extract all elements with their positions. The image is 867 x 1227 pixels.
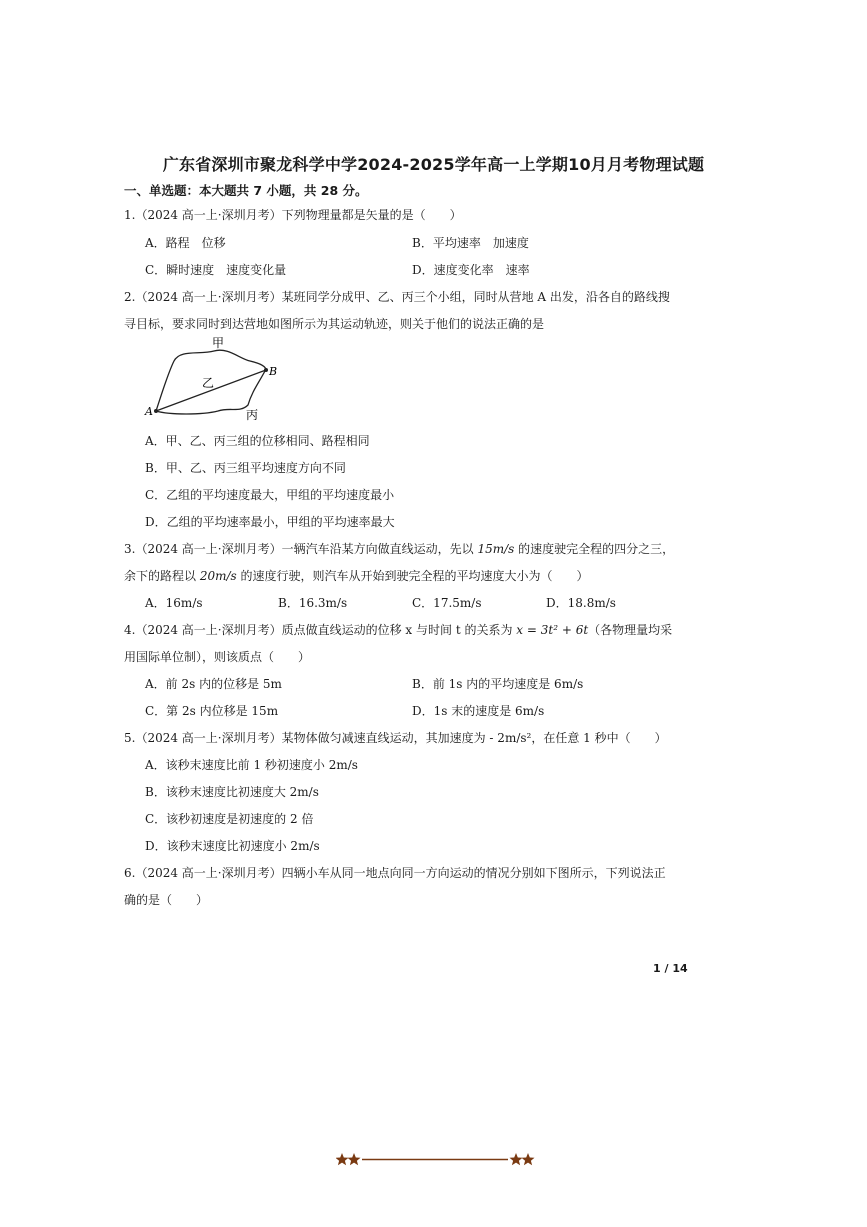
star-icon (522, 1153, 535, 1165)
q2-option-d: D．乙组的平均速率最小，甲组的平均速率最大 (145, 515, 395, 529)
label-yi: 乙 (202, 376, 215, 390)
q1-option-d: D．速度变化率 速率 (412, 263, 530, 277)
q3-option-d: D．18.8m/s (546, 596, 616, 610)
exam-title: 广东省深圳市聚龙科学中学2024-2025学年高一上学期10月月考物理试题 (162, 155, 705, 174)
q4-option-b: B．前 1s 内的平均速度是 6m/s (412, 677, 584, 691)
q2-option-c: C．乙组的平均速度最大，甲组的平均速度最小 (145, 488, 395, 502)
question-3-stem-line1 (124, 540, 674, 557)
q5-option-c: C．该秒初速度是初速度的 2 倍 (145, 812, 314, 826)
q1-option-a: A．路程 位移 (145, 236, 226, 250)
q3-stem-part: 的速度行驶，则汽车从开始到驶完全程的平均速度大小为（ ） (236, 569, 589, 583)
question-3-stem-line2 (124, 567, 589, 584)
q5-option-a: A．该秒末速度比前 1 秒初速度小 2m/s (145, 758, 358, 772)
q1-option-b: B．平均速率 加速度 (412, 236, 529, 250)
q3-option-b: B．16.3m/s (278, 596, 348, 610)
star-icon-group-left (336, 1153, 361, 1165)
q5-option-d: D．该秒末速度比初速度小 2m/s (145, 839, 320, 853)
section-heading: 一、单选题：本大题共 7 小题，共 28 分。 (124, 183, 368, 198)
q3-speed-2: 20m/s (199, 569, 237, 583)
star-icon (336, 1153, 349, 1165)
q3-speed-1: 15m/s (477, 542, 515, 556)
question-2-stem-line2: 寻目标，要求同时到达营地如图所示为其运动轨迹，则关于他们的说法正确的是 (124, 317, 545, 331)
q3-option-c: C．17.5m/s (412, 596, 482, 610)
q3-stem-part: 3.（2024 高一上·深圳月考）一辆汽车沿某方向做直线运动，先以 (124, 542, 478, 556)
question-6-stem-line2: 确的是（ ） (124, 893, 209, 907)
q5-option-b: B．该秒末速度比初速度大 2m/s (145, 785, 319, 799)
q2-option-b: B．甲、乙、丙三组平均速度方向不同 (145, 461, 346, 475)
question-5-stem: 5.（2024 高一上·深圳月考）某物体做匀减速直线运动，其加速度为 - 2m/s²，在任意 1 秒中（ ） (124, 731, 667, 745)
question-1-stem: 1.（2024 高一上·深圳月考）下列物理量都是矢量的是（ ） (124, 208, 462, 222)
q4-equation: x = 3t² + 6t (516, 623, 589, 637)
q1-option-c: C．瞬时速度 速度变化量 (145, 263, 287, 277)
q3-stem-part: 余下的路程以 (124, 569, 200, 583)
trajectory-diagram (140, 333, 290, 425)
star-icon (510, 1153, 523, 1165)
question-2-stem-line1: 2.（2024 高一上·深圳月考）某班同学分成甲、乙、丙三个小组，同时从营地 A 出发，沿各自的路线搜 (124, 290, 670, 304)
q4-stem-part: （各物理量均采 (588, 623, 673, 637)
q4-option-c: C．第 2s 内位移是 15m (145, 704, 279, 718)
label-point-b: B (269, 365, 278, 378)
q3-stem-part: 的速度驶完全程的四分之三， (514, 542, 675, 556)
q3-option-a: A．16m/s (145, 596, 203, 610)
question-4-stem-line2: 用国际单位制），则该质点（ ） (124, 650, 311, 664)
label-jia: 甲 (212, 336, 225, 350)
question-6-stem-line1: 6.（2024 高一上·深圳月考）四辆小车从同一地点向同一方向运动的情况分别如下图所示，下列说法正 (124, 866, 666, 880)
q4-option-d: D．1s 末的速度是 6m/s (412, 704, 545, 718)
q4-option-a: A．前 2s 内的位移是 5m (145, 677, 282, 691)
page-number: 1 / 14 (653, 962, 688, 975)
label-point-a: A (145, 405, 153, 418)
q4-stem-part: 4.（2024 高一上·深圳月考）质点做直线运动的位移 x 与时间 t 的关系为 (124, 623, 517, 637)
point-b-dot (264, 368, 268, 372)
question-4-stem-line1 (124, 621, 672, 638)
q2-option-a: A．甲、乙、丙三组的位移相同、路程相同 (145, 434, 370, 448)
star-icon (348, 1153, 361, 1165)
label-bing: 丙 (246, 408, 259, 422)
point-a-dot (154, 409, 158, 413)
footer-ornament (336, 1151, 536, 1167)
star-icon-group-right (510, 1153, 535, 1165)
